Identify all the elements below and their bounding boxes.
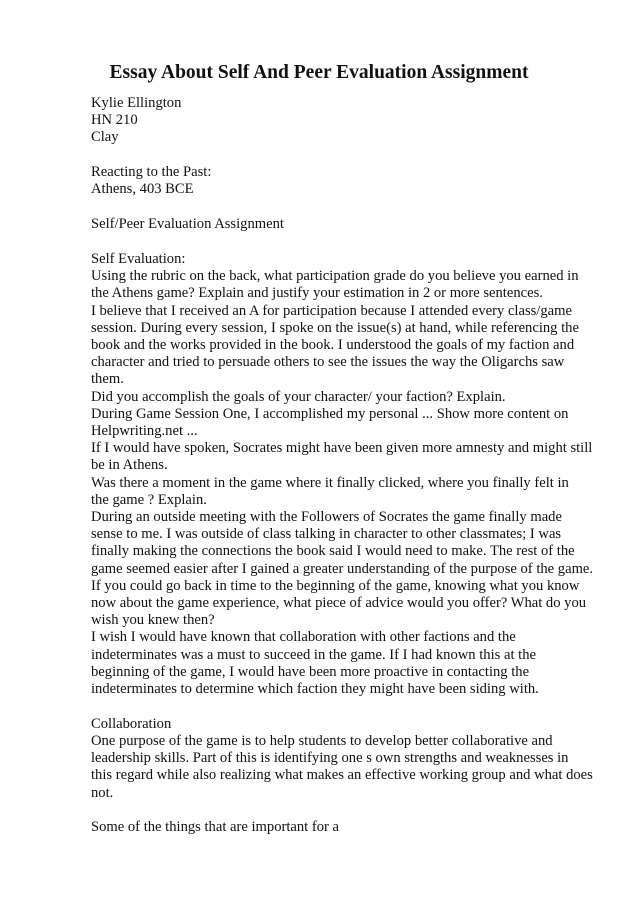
spacer (91, 698, 611, 716)
text-line: If I would have spoken, Socrates might have been given more amnesty and might still (91, 440, 593, 457)
spacer (91, 802, 611, 820)
text-line: leadership skills. Part of this is identifying one s own strengths and weaknesses in (91, 750, 569, 767)
course-subtitle: Athens, 403 BCE (91, 181, 194, 198)
text-line: Helpwriting.net ... (91, 423, 198, 440)
text-line: indeterminates was a must to succeed in the game. If I had known this at the (91, 646, 536, 663)
text-line: sense to me. I was outside of class talking in character to other classmates; I was (91, 526, 562, 543)
text-line: character and tried to persuade others to see the issues the way the Oligarchs saw (91, 354, 565, 371)
text-line: Was there a moment in the game where it finally clicked, where you finally felt in (91, 474, 569, 491)
spacer (91, 233, 611, 251)
text-line: now about the game experience, what piece of advice would you offer? What do you (91, 595, 587, 612)
closing-line: Some of the things that are important for a (91, 819, 340, 836)
text-line: wish you knew then? (91, 612, 215, 629)
collaboration-section (91, 716, 611, 802)
text-line: game seemed easier after I gained a greater understanding of the purpose of the game. (91, 560, 594, 577)
text-line: beginning of the game, I would have been more proactive in contacting the (91, 663, 530, 680)
section-heading: Collaboration (91, 715, 172, 732)
course-code: HN 210 (91, 112, 138, 129)
text-line: them. (91, 371, 124, 388)
text-line: book and the works provided in the book. I understood the goals of my faction and (91, 337, 575, 354)
author-block (91, 95, 611, 147)
text-line: indeterminates to determine which faction they might have been siding with. (91, 681, 539, 698)
text-line: session. During every session, I spoke on the issue(s) at hand, while referencing the (91, 319, 579, 336)
text-line: the game ? Explain. (91, 491, 207, 508)
document-body (91, 95, 611, 837)
text-line: Using the rubric on the back, what participation grade do you believe you earned in (91, 268, 579, 285)
text-line: be in Athens. (91, 457, 168, 474)
text-line: If you could go back in time to the beginning of the game, knowing what you know (91, 577, 580, 594)
text-line: I wish I would have known that collaboration with other factions and the (91, 629, 516, 646)
course-title: Reacting to the Past: (91, 164, 212, 181)
text-line: this regard while also realizing what makes an effective working group and what does (91, 767, 593, 784)
text-line: One purpose of the game is to help students to develop better collaborative and (91, 733, 553, 750)
text-line: During an outside meeting with the Followers of Socrates the game finally made (91, 509, 562, 526)
spacer (91, 199, 611, 217)
spacer (91, 147, 611, 165)
text-line: the Athens game? Explain and justify your estimation in 2 or more sentences. (91, 285, 543, 302)
section-heading: Self Evaluation: (91, 251, 186, 267)
text-line: During Game Session One, I accomplished my personal ... Show more content on (91, 405, 569, 422)
text-line: Did you accomplish the goals of your character/ your faction? Explain. (91, 388, 506, 405)
author-name: Kylie Ellington (91, 95, 182, 111)
self-evaluation-section (91, 251, 611, 698)
document-title: Essay About Self And Peer Evaluation Assignment (109, 62, 529, 83)
text-line: finally making the connections the book said I would need to make. The rest of the (91, 543, 575, 560)
assignment-title: Self/Peer Evaluation Assignment (91, 216, 284, 233)
text-line: I believe that I received an A for participation because I attended every class/game (91, 302, 572, 319)
instructor-name: Clay (91, 129, 119, 146)
course-block (91, 164, 611, 198)
text-line: not. (91, 784, 114, 801)
